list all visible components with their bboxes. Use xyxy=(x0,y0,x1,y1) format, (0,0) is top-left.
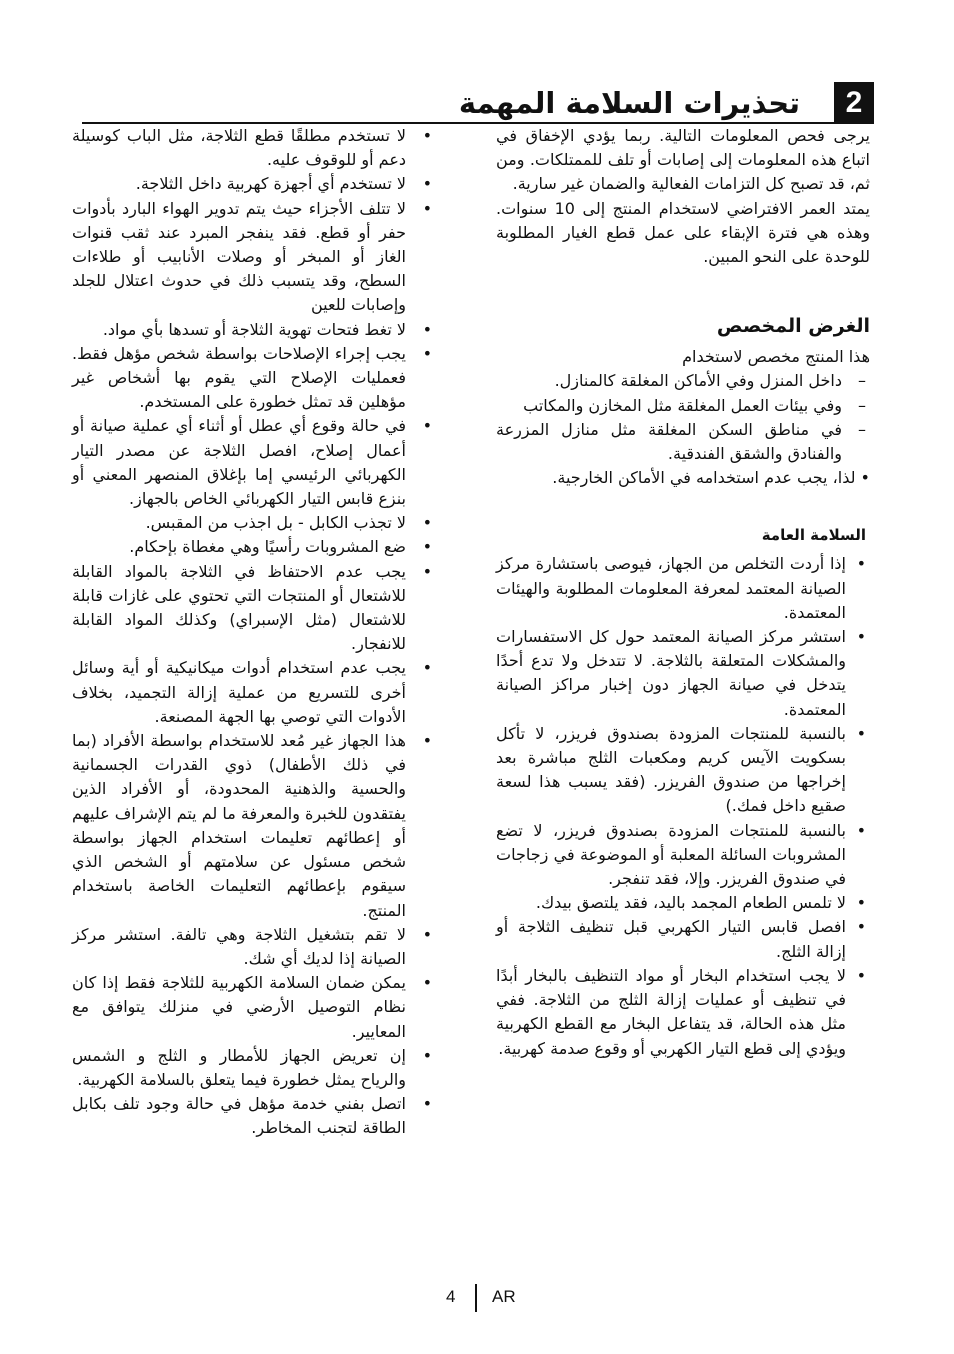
list-item: • يجب عدم استخدام أدوات ميكانيكية أو أية وسائل أخرى للتسريع من عملية إزالة التجميد، بخلاف الأدوات التي توصي بها الجهة المصنعة. xyxy=(72,656,434,729)
list-item: • افصل قابس التيار الكهربي قبل تنظيف الثلاجة أو إزالة الثلج. xyxy=(496,915,870,963)
intended-use-list xyxy=(496,369,870,466)
intro-paragraph: يرجى فحص المعلومات التالية. ربما يؤدي الإخفاق في اتباع هذه المعلومات إلى إصابات أو تلف للممتلكات. ومن ثم، قد تصبح كل التزامات الفعالية والضمان غير سارية. xyxy=(496,126,870,194)
general-safety-list xyxy=(496,552,870,1060)
footer-divider xyxy=(475,1284,477,1312)
lifetime-paragraph: يمتد العمر الافتراضي لاستخدام المنتج إلى 10 سنوات. وهذه هي فترة الإبقاء على عمل قطع الغيار المطلوبة للوحدة على النحو المبين. xyxy=(496,198,870,267)
left-column xyxy=(72,124,434,1141)
list-item: • إن تعريض الجهاز للأمطار و الثلج و الشمس والرياح يمثل خطورة فيما يتعلق بالسلامة الكهربية. xyxy=(72,1044,434,1092)
list-item: – وفي بيئات العمل المغلقة مثل المخازن والمكاتب xyxy=(496,394,870,418)
list-item: • استشر مركز الصيانة المعتمد حول كل الاستفسارات والمشكلات المتعلقة بالثلاجة. لا تتدخل ولا تدع أحدًا يتدخل في صيانة الجهاز دون إخبار مراكز الصيانة المعتمدة. xyxy=(496,625,870,722)
list-item: – داخل المنزل وفي الأماكن المغلقة كالمنازل. xyxy=(496,369,870,393)
list-item: • يجب عدم الاحتفاظ في الثلاجة بالمواد القابلة للاشتعال أو المنتجات التي تحتوي على غازات قابلة للاشتعال (مثل الإسبراي) وكذلك المواد القابلة للانفجار. xyxy=(72,560,434,657)
outdoor-note: • لذا، يجب عدم استخدامه في الأماكن الخارجية. xyxy=(552,468,870,488)
chapter-number-box: 2 xyxy=(834,82,874,124)
list-item: • لا يجب استخدام البخار أو مواد التنظيف بالبخار أبدًا في تنظيف أو عمليات إزالة الثلج من الثلاجة. ففي مثل هذه الحالة، قد يتفاعل البخار مع القطع الكهربية ويؤدي إلى قطع التيار الكهربي أو وقوع صدمة كهربية. xyxy=(496,964,870,1061)
list-item: • يمكن ضمان السلامة الكهربية للثلاجة فقط إذا كان نظام التوصيل الأرضي في منزلك يتوافق مع المعايير. xyxy=(72,971,434,1044)
list-item: • لا تستخدم أي أجهزة كهربية داخل الثلاجة. xyxy=(72,172,434,196)
list-item: • إذا أردت التخلص من الجهاز، فيوصى باستشارة مركز الصيانة المعتمد لمعرفة المعلومات المطلوبة والهيئات المعتمدة. xyxy=(496,552,870,625)
list-item: • يجب إجراء الإصلاحات بواسطة شخص مؤهل فقط. فعمليات الإصلاح التي يقوم بها أشخاص غير مؤهلين قد تمثل خطورة على المستخدم. xyxy=(72,342,434,415)
list-item: • لا تستخدم مطلقًا قطع الثلاجة، مثل الباب كوسيلة دعم أو للوقوف عليه. xyxy=(72,124,434,172)
language-code: AR xyxy=(492,1287,516,1306)
list-item: • هذا الجهاز غير مُعد للاستخدام بواسطة الأفراد (بما في ذلك الأطفال) ذوي القدرات الجسمانية والحسية والذهنية المحدودة، أو الأفراد الذين يفتقدون للخبرة والمعرفة ما لم يتم الإشراف عليهم أو إعطائهم تعليمات استخدام الجهاز بواسطة شخص مسئول عن سلامتهم أو الشخص الذي سيقوم بإعطائهم التعليمات الخاصة باستخدام المنتج. xyxy=(72,729,434,923)
list-item: • لا تتلف الأجزاء حيث يتم تدوير الهواء البارد بأدوات حفر أو قطع. فقد ينفجر المبرد عند ثقب قنوات الغاز أو المبخر أو وصلات الأنابيب أو طلاءات السطح، وقد يتسبب ذلك في حدوث اعتلال للجلد وإصابات للعين xyxy=(72,197,434,318)
right-column xyxy=(496,124,870,1061)
safety-warnings-list xyxy=(72,124,434,1141)
intended-use-lead: هذا المنتج مخصص لاستخدام xyxy=(682,347,870,367)
page-title: تحذيرات السلامة المهمة xyxy=(458,86,800,120)
list-item: • لا تلمس الطعام المجمد باليد، فقد يلتصق بيدك. xyxy=(496,891,870,915)
general-safety-heading: السلامة العامة xyxy=(761,526,866,545)
list-item: • اتصل بفني خدمة مؤهل في حالة وجود تلف بكابل الطاقة لتجنب المخاطر. xyxy=(72,1092,434,1140)
list-item: • بالنسبة للمنتجات المزودة بصندوق فريزر، لا تأكل بسكويت الآيس كريم ومكعبات الثلج مباشرة بعد إخراجها من صندوق الفريزر. (فقد يسبب هذا لسعة صقيع داخل فمك.) xyxy=(496,722,870,819)
list-item: • في حالة وقوع أي عطل أو أثناء أي عملية صيانة أو أعمال إصلاح، افصل الثلاجة عن مصدر التيار الكهربائي الرئيسي إما بإغلاق المنصهر المعني أو بنزع قابس التيار الكهربائي الخاص بالجهاز. xyxy=(72,414,434,511)
page-number: 4 xyxy=(446,1287,456,1306)
list-item: – في مناطق السكن المغلقة مثل منازل المزرعة والفنادق والشقق الفندقية. xyxy=(496,418,870,466)
intended-use-heading: الغرض المخصص xyxy=(716,315,870,338)
list-item: • ضع المشروبات رأسيًا وهي مغطاة بإحكام. xyxy=(72,535,434,559)
list-item: • بالنسبة للمنتجات المزودة بصندوق فريزر، لا تضع المشروبات السائلة المعلبة أو الموضوعة في زجاجات في صندوق الفريزر. وإلا، فقد تنفجر. xyxy=(496,819,870,892)
list-item: • لا تجذب الكابل - بل اجذب من المقبس. xyxy=(72,511,434,535)
list-item: • لا تغط فتحات تهوية الثلاجة أو تسدها بأي مواد. xyxy=(72,318,434,342)
list-item: • لا تقم بتشغيل الثلاجة وهي تالفة. استشر مركز الصيانة إذا لديك أي شك. xyxy=(72,923,434,971)
